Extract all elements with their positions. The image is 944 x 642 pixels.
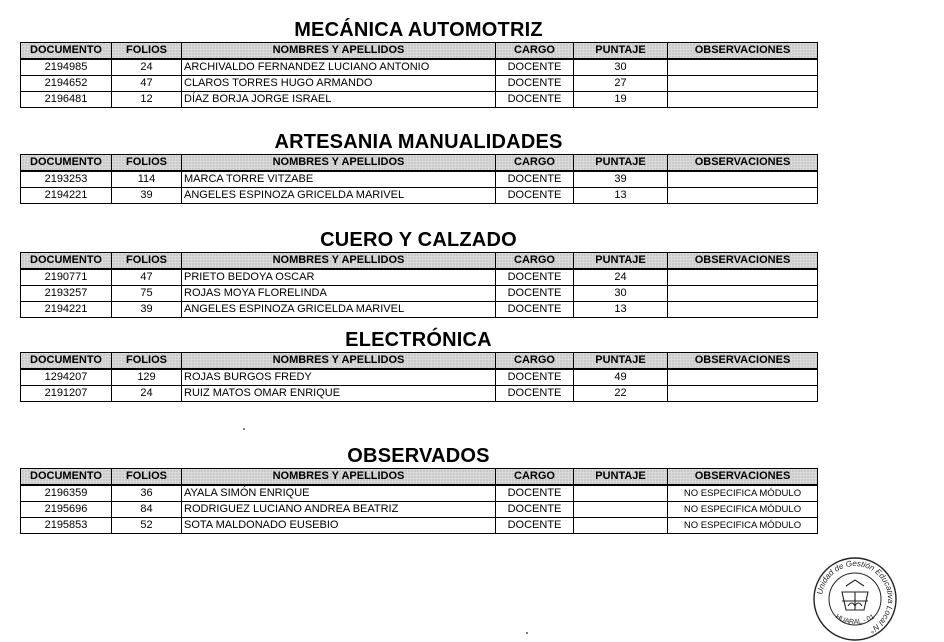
cell-puntaje — [574, 485, 668, 502]
cell-documento: 2193253 — [21, 171, 112, 188]
cell-cargo: DOCENTE — [496, 369, 574, 386]
header-puntaje: PUNTAJE — [574, 155, 668, 172]
header-documento: DOCUMENTO — [21, 155, 112, 172]
table-row — [21, 286, 818, 302]
table-header-row — [21, 253, 818, 270]
table-header-row — [21, 469, 818, 486]
cell-folios: 36 — [112, 485, 182, 502]
cell-folios: 47 — [112, 76, 182, 92]
cell-nombres: ANGELES ESPINOZA GRICELDA MARIVEL — [182, 302, 496, 318]
cell-folios: 39 — [112, 302, 182, 318]
header-nombres: NOMBRES Y APELLIDOS — [182, 353, 496, 370]
cell-documento: 2195696 — [21, 502, 112, 518]
cell-cargo: DOCENTE — [496, 302, 574, 318]
cell-observaciones — [668, 269, 818, 286]
cell-nombres: RODRIGUEZ LUCIANO ANDREA BEATRIZ — [182, 502, 496, 518]
cell-folios: 75 — [112, 286, 182, 302]
cell-nombres: ROJAS MOYA FLORELINDA — [182, 286, 496, 302]
cell-puntaje: 13 — [574, 188, 668, 204]
cell-puntaje: 39 — [574, 171, 668, 188]
cell-observaciones — [668, 302, 818, 318]
header-folios: FOLIOS — [112, 43, 182, 60]
cell-observaciones — [668, 76, 818, 92]
cell-folios: 114 — [112, 171, 182, 188]
official-seal-stamp — [812, 556, 898, 642]
header-documento: DOCUMENTO — [21, 43, 112, 60]
cell-documento: 2194221 — [21, 302, 112, 318]
cell-folios: 84 — [112, 502, 182, 518]
header-puntaje: PUNTAJE — [574, 253, 668, 270]
cell-documento: 2196359 — [21, 485, 112, 502]
scan-speck — [243, 428, 245, 430]
table-row — [21, 485, 818, 502]
cell-observaciones — [668, 92, 818, 108]
cell-folios: 24 — [112, 386, 182, 402]
header-folios: FOLIOS — [112, 353, 182, 370]
section-electronica — [20, 328, 817, 402]
header-cargo: CARGO — [496, 469, 574, 486]
cell-cargo: DOCENTE — [496, 92, 574, 108]
header-nombres: NOMBRES Y APELLIDOS — [182, 43, 496, 60]
cell-cargo: DOCENTE — [496, 518, 574, 534]
table-row — [21, 188, 818, 204]
section-mecanica-automotriz — [20, 18, 817, 108]
svg-text:HUARAL - 01 — [834, 613, 876, 626]
cell-nombres: SOTA MALDONADO EUSEBIO — [182, 518, 496, 534]
cell-observaciones: NO ESPECIFICA MÓDULO — [668, 485, 818, 502]
header-cargo: CARGO — [496, 43, 574, 60]
section-artesania-manualidades — [20, 130, 817, 204]
seal-bottom-text: HUARAL - 01 — [834, 613, 876, 627]
cell-observaciones — [668, 59, 818, 76]
header-nombres: NOMBRES Y APELLIDOS — [182, 155, 496, 172]
section-title: OBSERVADOS — [347, 445, 490, 467]
header-puntaje: PUNTAJE — [574, 353, 668, 370]
cell-documento: 2191207 — [21, 386, 112, 402]
cell-nombres: ROJAS BURGOS FREDY — [182, 369, 496, 386]
cell-documento: 2190771 — [21, 269, 112, 286]
applicants-table — [20, 154, 818, 204]
header-observaciones: OBSERVACIONES — [668, 469, 818, 486]
section-title: MECÁNICA AUTOMOTRIZ — [294, 19, 543, 41]
header-observaciones: OBSERVACIONES — [668, 43, 818, 60]
cell-documento: 2195853 — [21, 518, 112, 534]
applicants-table — [20, 42, 818, 108]
table-row — [21, 302, 818, 318]
cell-folios: 47 — [112, 269, 182, 286]
cell-cargo: DOCENTE — [496, 269, 574, 286]
table-header-row — [21, 155, 818, 172]
cell-documento: 2196481 — [21, 92, 112, 108]
cell-documento: 2193257 — [21, 286, 112, 302]
cell-observaciones — [668, 286, 818, 302]
header-puntaje: PUNTAJE — [574, 43, 668, 60]
cell-folios: 129 — [112, 369, 182, 386]
cell-nombres: AYALA SIMÓN ENRIQUE — [182, 485, 496, 502]
cell-puntaje — [574, 502, 668, 518]
table-row — [21, 76, 818, 92]
applicants-table — [20, 468, 818, 534]
table-row — [21, 502, 818, 518]
header-documento: DOCUMENTO — [21, 253, 112, 270]
header-nombres: NOMBRES Y APELLIDOS — [182, 469, 496, 486]
table-header-row — [21, 353, 818, 370]
cell-observaciones — [668, 188, 818, 204]
header-cargo: CARGO — [496, 253, 574, 270]
cell-puntaje: 19 — [574, 92, 668, 108]
cell-nombres: PRIETO BEDOYA OSCAR — [182, 269, 496, 286]
header-cargo: CARGO — [496, 353, 574, 370]
cell-puntaje: 22 — [574, 386, 668, 402]
table-row — [21, 518, 818, 534]
seal-emblem — [842, 580, 868, 610]
header-documento: DOCUMENTO — [21, 353, 112, 370]
section-title: ELECTRÓNICA — [345, 329, 492, 351]
cell-documento: 2194985 — [21, 59, 112, 76]
table-row — [21, 171, 818, 188]
cell-cargo: DOCENTE — [496, 76, 574, 92]
cell-nombres: MARCA TORRE VITZABE — [182, 171, 496, 188]
cell-documento: 1294207 — [21, 369, 112, 386]
cell-folios: 39 — [112, 188, 182, 204]
applicants-table — [20, 352, 818, 402]
header-folios: FOLIOS — [112, 253, 182, 270]
cell-cargo: DOCENTE — [496, 171, 574, 188]
cell-puntaje: 30 — [574, 286, 668, 302]
header-nombres: NOMBRES Y APELLIDOS — [182, 253, 496, 270]
cell-folios: 12 — [112, 92, 182, 108]
cell-documento: 2194221 — [21, 188, 112, 204]
table-row — [21, 269, 818, 286]
header-folios: FOLIOS — [112, 469, 182, 486]
header-cargo: CARGO — [496, 155, 574, 172]
applicants-table — [20, 252, 818, 318]
cell-observaciones — [668, 386, 818, 402]
table-row — [21, 369, 818, 386]
header-observaciones: OBSERVACIONES — [668, 253, 818, 270]
cell-puntaje: 30 — [574, 59, 668, 76]
header-folios: FOLIOS — [112, 155, 182, 172]
header-documento: DOCUMENTO — [21, 469, 112, 486]
table-row — [21, 59, 818, 76]
section-title: CUERO Y CALZADO — [320, 229, 517, 251]
table-row — [21, 92, 818, 108]
header-puntaje: PUNTAJE — [574, 469, 668, 486]
table-row — [21, 386, 818, 402]
cell-folios: 52 — [112, 518, 182, 534]
section-title: ARTESANIA MANUALIDADES — [274, 131, 563, 153]
cell-cargo: DOCENTE — [496, 485, 574, 502]
scan-speck — [526, 632, 528, 634]
cell-nombres: DÍAZ BORJA JORGE ISRAEL — [182, 92, 496, 108]
table-header-row — [21, 43, 818, 60]
header-observaciones: OBSERVACIONES — [668, 155, 818, 172]
cell-puntaje: 13 — [574, 302, 668, 318]
cell-puntaje: 24 — [574, 269, 668, 286]
cell-nombres: ARCHIVALDO FERNANDEZ LUCIANO ANTONIO — [182, 59, 496, 76]
section-cuero-y-calzado — [20, 228, 817, 318]
cell-observaciones — [668, 171, 818, 188]
cell-observaciones — [668, 369, 818, 386]
cell-folios: 24 — [112, 59, 182, 76]
cell-puntaje: 49 — [574, 369, 668, 386]
cell-cargo: DOCENTE — [496, 286, 574, 302]
cell-cargo: DOCENTE — [496, 386, 574, 402]
cell-cargo: DOCENTE — [496, 188, 574, 204]
cell-observaciones: NO ESPECIFICA MÓDULO — [668, 518, 818, 534]
header-observaciones: OBSERVACIONES — [668, 353, 818, 370]
cell-nombres: RUIZ MATOS OMAR ENRIQUE — [182, 386, 496, 402]
cell-nombres: ANGELES ESPINOZA GRICELDA MARIVEL — [182, 188, 496, 204]
cell-cargo: DOCENTE — [496, 502, 574, 518]
cell-cargo: DOCENTE — [496, 59, 574, 76]
cell-puntaje — [574, 518, 668, 534]
seal-ring-text: Unidad de Gestión Educativa Local N° — [815, 558, 896, 635]
cell-nombres: CLAROS TORRES HUGO ARMANDO — [182, 76, 496, 92]
cell-puntaje: 27 — [574, 76, 668, 92]
cell-documento: 2194652 — [21, 76, 112, 92]
cell-observaciones: NO ESPECIFICA MÓDULO — [668, 502, 818, 518]
section-observados — [20, 444, 817, 534]
